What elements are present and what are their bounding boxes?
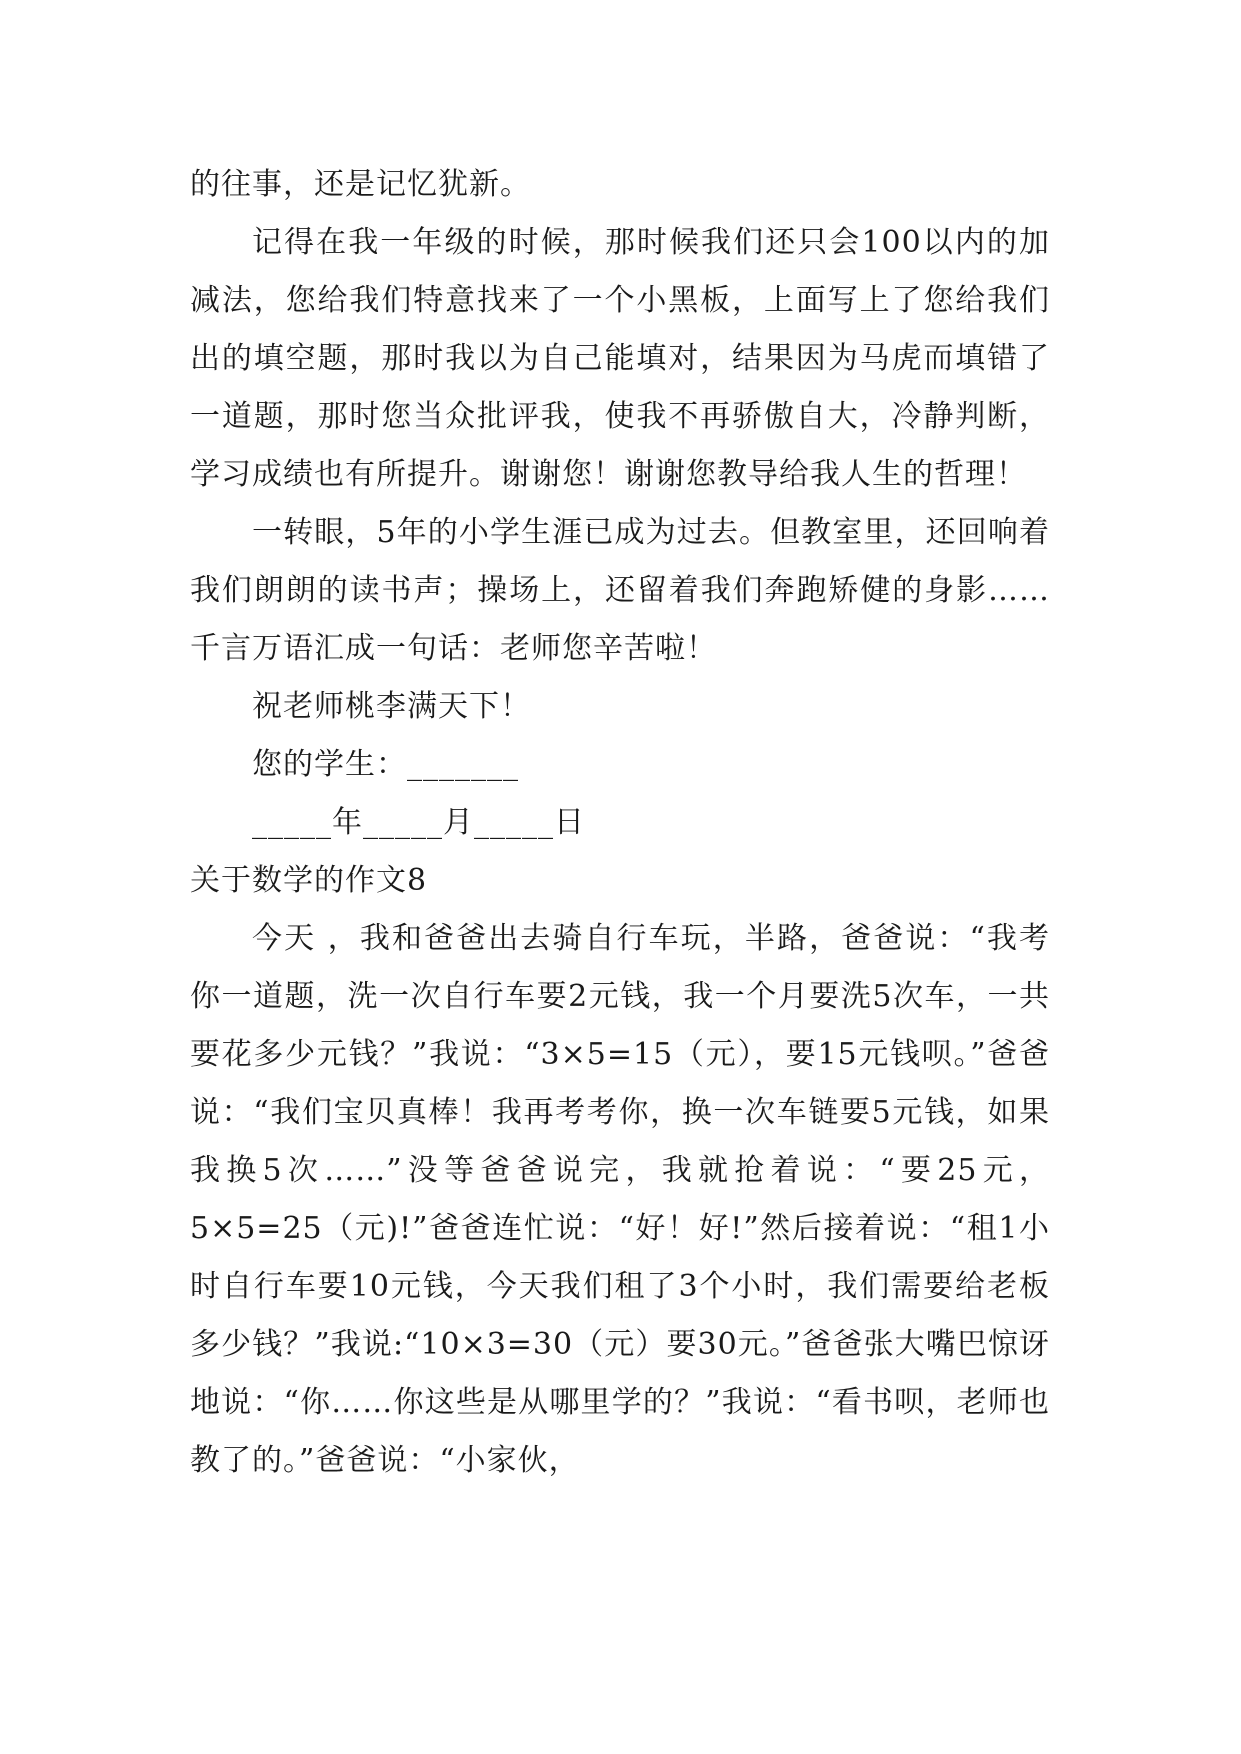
date-line: _____年_____月_____日	[252, 805, 585, 840]
paragraph-school-years: 一转眼，5年的小学生涯已成为过去。但教室里，还回响着我们朗朗的读书声；操场上，还留着我们奔跑矫健的身影……千言万语汇成一句话：老师您辛苦啦！	[190, 515, 1050, 666]
paragraph-math-story: 今天 ，我和爸爸出去骑自行车玩，半路，爸爸说：“我考你一道题，洗一次自行车要2元钱，我一个月要洗5次车，一共要花多少元钱？”我说：“3×5=15（元），要15元钱呗。”爸爸说：“我们宝贝真棒！我再考考你，换一次车链要5元钱，如果我换5次……”没等爸爸说完，我就抢着说：“要25元，5×5=25（元)!”爸爸连忙说：“好！好!”然后接着说：“租1小时自行车要10元钱，今天我们租了3个小时，我们需要给老板多少钱？”我说:“10×3=30（元）要30元。”爸爸张大嘴巴惊讶地说：“你……你这些是从哪里学的？”我说：“看书呗，老师也教了的。”爸爸说：“小家伙，	[190, 921, 1050, 1478]
paragraph-first-grade-memory: 记得在我一年级的时候，那时候我们还只会100以内的加减法，您给我们特意找来了一个小黑板，上面写上了您给我们出的填空题，那时我以为自己能填对，结果因为马虎而填错了一道题，那时您当众批评我，使我不再骄傲自大，冷静判断，学习成绩也有所提升。谢谢您！谢谢您教导给我人生的哲理！	[190, 225, 1050, 492]
paragraph-continuation: 的往事，还是记忆犹新。	[190, 167, 531, 202]
section-heading: 关于数学的作文8	[190, 863, 428, 898]
paragraph-blessing: 祝老师桃李满天下！	[252, 689, 531, 724]
document-body	[190, 156, 1050, 1490]
signature-line: 您的学生：_______	[252, 747, 519, 782]
